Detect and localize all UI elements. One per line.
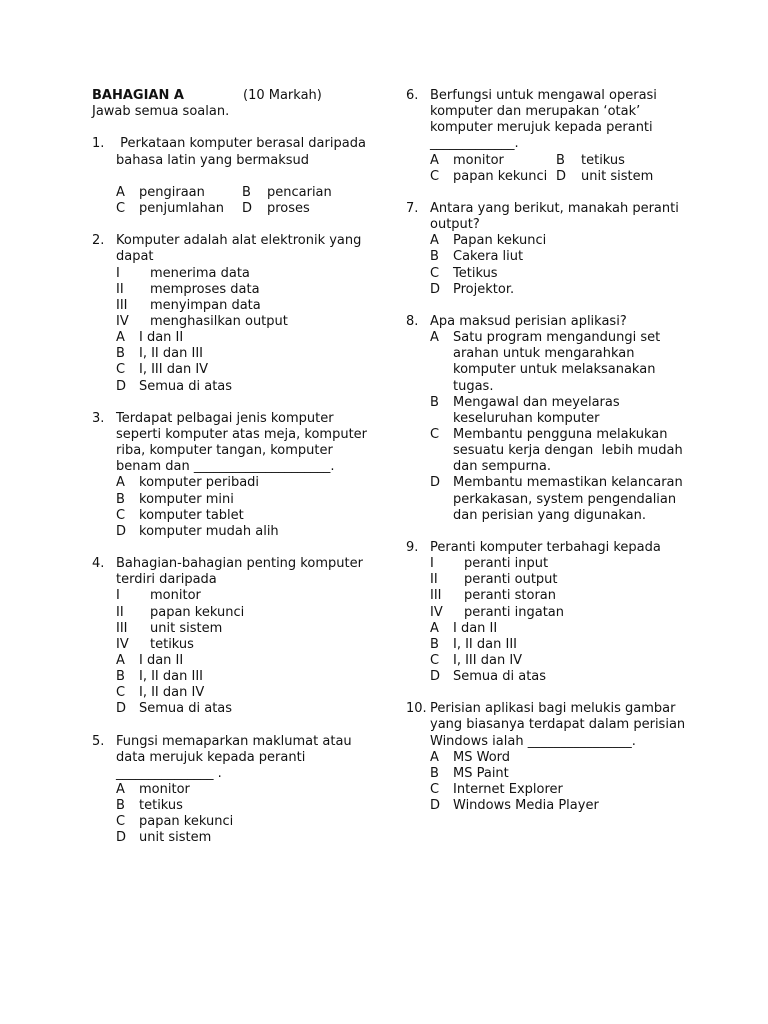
option: C komputer tablet — [116, 507, 244, 523]
question-text: komputer merujuk kepada peranti — [430, 120, 653, 136]
option: B I, II dan III — [430, 636, 517, 652]
option: C Membantu pengguna melakukan — [430, 426, 668, 442]
option-text: proses — [267, 200, 310, 216]
roman-item: III menyimpan data — [116, 297, 261, 313]
question-number: 3. — [92, 410, 105, 426]
question-text: Terdapat pelbagai jenis komputer — [116, 410, 334, 426]
option: C papan kekunci — [116, 814, 234, 830]
option: D komputer mudah alih — [116, 523, 279, 539]
question-text: Peranti komputer terbahagi kepada — [430, 539, 661, 555]
option-key: B — [242, 184, 251, 200]
question-text: terdiri daripada — [116, 572, 217, 588]
option: D Windows Media Player — [430, 798, 599, 814]
question-8: 8. Apa maksud perisian aplikasi? A Satu program mengandungi set arahan untuk mengarahkan komputer untuk melaksanakan tugas. B Mengawal dan meyelaras keseluruhan komputer C Membantu pengguna melakukan sesuatu kerja dengan lebih mudah dan sempurna. D Membantu memastikan kelancaran perkakasan, system pengendalian dan perisian yang digunakan. — [406, 314, 706, 524]
question-number: 7. — [406, 200, 419, 216]
roman-item: I monitor — [116, 588, 201, 604]
option: B I, II dan III — [116, 346, 203, 362]
option-key: C — [116, 200, 126, 216]
question-text: dapat — [116, 249, 154, 265]
option-row — [92, 185, 392, 201]
option: D Projektor. — [430, 281, 515, 297]
question-2 — [92, 233, 392, 394]
question-text: Komputer adalah alat elektronik yang — [116, 233, 362, 249]
option: A MS Word — [430, 749, 511, 765]
option: B komputer mini — [116, 491, 234, 507]
section-title: BAHAGIAN A — [92, 88, 184, 103]
right-column — [406, 88, 706, 814]
option: B Mengawal dan meyelaras — [430, 394, 620, 410]
instruction: Jawab semua soalan. — [92, 104, 230, 120]
question-1 — [92, 136, 392, 217]
option-key: A — [430, 152, 439, 168]
section-marks: (10 Markah) — [243, 88, 322, 103]
option: C Tetikus — [430, 265, 498, 281]
question-number: 4. — [92, 556, 105, 572]
option: D Semua di atas — [116, 378, 233, 394]
question-text: bahasa latin yang bermaksud — [116, 152, 310, 168]
option-row — [406, 153, 706, 169]
question-3 — [92, 411, 392, 540]
roman-item: IV peranti ingatan — [430, 604, 565, 620]
question-10 — [406, 701, 706, 814]
question-6 — [406, 88, 706, 185]
question-text: _______________ . — [116, 765, 222, 781]
option: D unit sistem — [116, 830, 212, 846]
option: B MS Paint — [430, 765, 509, 781]
roman-item: I peranti input — [430, 556, 549, 572]
option: D Semua di atas — [116, 701, 233, 717]
option: C I, III dan IV — [116, 362, 209, 378]
option: A I dan II — [430, 620, 498, 636]
option: D Semua di atas — [430, 669, 547, 685]
roman-item: III peranti storan — [430, 588, 557, 604]
option: A Papan kekunci — [430, 233, 547, 249]
option-text: pencarian — [267, 184, 332, 200]
question-number: 10. — [406, 701, 427, 717]
option: A Satu program mengandungi set — [430, 330, 661, 346]
option-key: C — [430, 168, 440, 184]
option: B Cakera liut — [430, 249, 524, 265]
question-text: _____________. — [430, 136, 519, 152]
roman-item: I menerima data — [116, 265, 250, 281]
question-text: riba, komputer tangan, komputer — [116, 443, 333, 459]
question-text: Windows ialah ________________. — [430, 733, 636, 749]
question-text: seperti komputer atas meja, komputer — [116, 426, 368, 442]
option: A I dan II — [116, 330, 184, 346]
left-column — [92, 88, 392, 847]
roman-item: IV tetikus — [116, 636, 194, 652]
option-key: D — [556, 168, 567, 184]
question-text: komputer dan merupakan ‘otak’ — [430, 104, 641, 120]
question-5 — [92, 734, 392, 847]
question-number: 1. — [92, 136, 105, 152]
option-text: pengiraan — [139, 184, 205, 200]
question-text: Apa maksud perisian aplikasi? — [430, 313, 627, 329]
option: C I, II dan IV — [116, 685, 205, 701]
question-4 — [92, 556, 392, 717]
option: B tetikus — [116, 798, 183, 814]
question-text: Perisian aplikasi bagi melukis gambar — [430, 701, 676, 717]
option: C Internet Explorer — [430, 782, 563, 798]
question-number: 2. — [92, 233, 105, 249]
option: B I, II dan III — [116, 669, 203, 685]
option-key: B — [556, 152, 565, 168]
question-text: yang biasanya terdapat dalam perisian — [430, 717, 686, 733]
question-text: Antara yang berikut, manakah peranti — [430, 200, 679, 216]
question-text: output? — [430, 217, 480, 233]
question-text: Bahagian-bahagian penting komputer — [116, 556, 363, 572]
question-text: Berfungsi untuk mengawal operasi — [430, 88, 657, 103]
option-key: A — [116, 184, 125, 200]
option-text: monitor — [453, 152, 504, 168]
roman-item: II papan kekunci — [116, 604, 245, 620]
question-text: Perkataan komputer berasal daripada — [116, 136, 366, 152]
option: C I, III dan IV — [430, 652, 523, 668]
option-text: tetikus — [581, 152, 625, 168]
question-number: 6. — [406, 88, 419, 103]
question-number: 9. — [406, 539, 419, 555]
option-key: D — [242, 200, 253, 216]
roman-item: IV menghasilkan output — [116, 313, 288, 329]
question-text: data merujuk kepada peranti — [116, 749, 306, 765]
option: A I dan II — [116, 652, 184, 668]
roman-item: III unit sistem — [116, 620, 223, 636]
question-text: benam dan _____________________. — [116, 459, 335, 475]
option: D Membantu memastikan kelancaran — [430, 475, 683, 491]
question-9 — [406, 540, 706, 685]
question-text: Fungsi memaparkan maklumat atau — [116, 733, 352, 749]
option-row — [406, 169, 706, 185]
roman-item: II memproses data — [116, 281, 260, 297]
option-text: papan kekunci — [453, 168, 548, 184]
section-header — [92, 88, 392, 104]
option: A komputer peribadi — [116, 475, 260, 491]
roman-item: II peranti output — [430, 572, 558, 588]
question-number: 5. — [92, 733, 105, 749]
option: A monitor — [116, 782, 190, 798]
option-text: penjumlahan — [139, 200, 225, 216]
option-row — [92, 201, 392, 217]
option-text: unit sistem — [581, 168, 654, 184]
question-number: 8. — [406, 313, 419, 329]
question-7 — [406, 201, 706, 298]
